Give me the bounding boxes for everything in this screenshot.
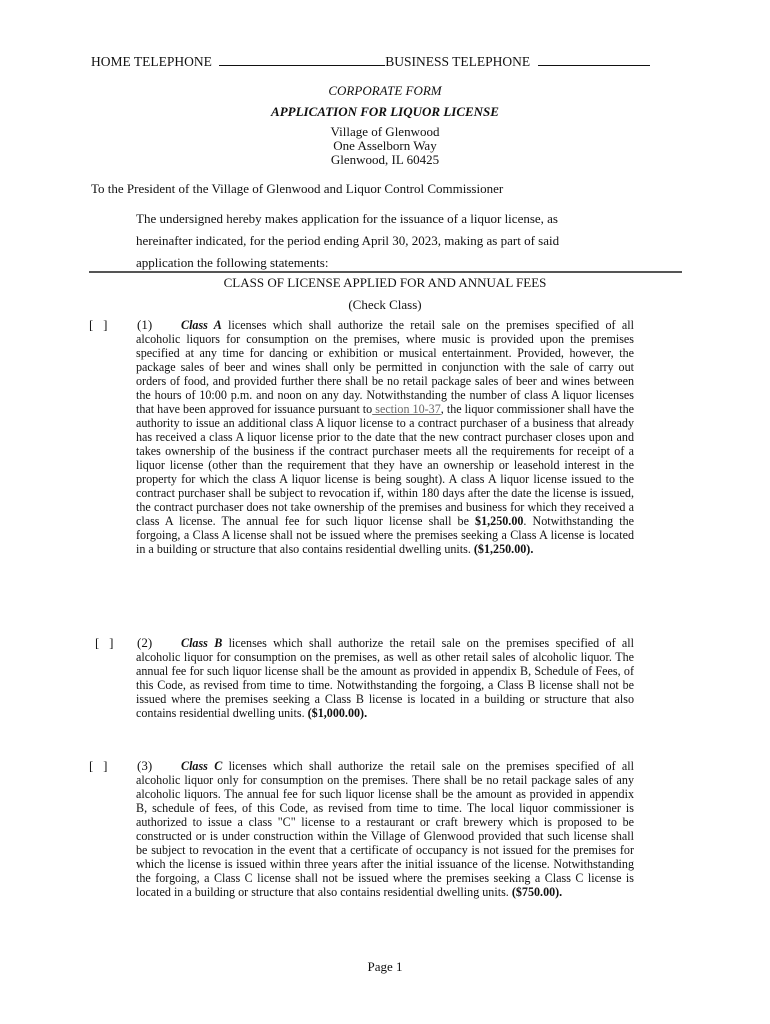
home-telephone-label: HOME TELEPHONE [91, 54, 212, 69]
class-a-number: (1) [137, 317, 153, 332]
class-a-name: Class A [181, 318, 222, 332]
section-heading: CLASS OF LICENSE APPLIED FOR AND ANNUAL FEES [223, 275, 547, 290]
home-telephone-field[interactable] [219, 54, 385, 66]
address-line: One Asselborn Way [333, 138, 437, 153]
class-c-checkbox[interactable]: [ ] [89, 758, 108, 773]
address-line: Village of Glenwood [330, 124, 440, 139]
class-b-text: licenses which shall authorize the retail sale on the premises specified of all alcoholic liquor for consumption on the premises, as well as other retail sales of alcoholic liquor. The annual fee for such liquor license shall be the amount as provided in appendix B, Schedule of Fees, of this Code, as revised from time to time. Notwithstanding the forgoing, a Class B license shall not be issued where the premises seeking a Class B license is located in a building or structure that also contains residential dwelling units. [136, 636, 634, 720]
class-a-text-end: . Notwithstanding the forgoing, a Class A license shall not be issued where the premises seeking a Class A license is located in a building or structure that also contains residential dwelling units. [136, 514, 634, 556]
telephone-line [91, 54, 650, 70]
class-b-fee: ($1,000.00). [307, 706, 368, 720]
class-a-text: licenses which shall authorize the retail sale on the premises specified of all alcoholic liquors for consumption on the premises, where music is provided upon the premises specified at any time for dancing or exhibition or musical entertainment. Provided, however, the package sales of beer and wines shall only be permitted in conjunction with the sale of carry out orders of food, and provided further there shall be no retail package sales of beer and wines between the hours of 10:00 p.m. and noon on any day. Notwithstanding the number of class A liquor licenses that have been approved for issuance pursuant to [136, 318, 634, 416]
class-b-number: (2) [137, 635, 153, 650]
class-a-checkbox[interactable]: [ ] [89, 317, 108, 332]
form-type: CORPORATE FORM [328, 83, 442, 98]
section-divider [89, 271, 682, 273]
class-b-description [136, 636, 634, 720]
form-title: APPLICATION FOR LIQUOR LICENSE [271, 104, 499, 119]
class-c-text: licenses which shall authorize the retail sale on the premises specified of all alcoholic liquor only for consumption on the premises. There shall be no retail package sales of any alcoholic liquors. The annual fee for such liquor license shall be the amount as provided in appendix B, schedule of fees, of this Code, as revised from time to time. The local liquor commissioner is authorized to issue a class "C" license to a restaurant or craft brewery which is proposed to be constructed or is under construction within the Village of Glenwood provided that such license shall be subject to revocation in the event that a certificate of occupancy is not issued for the premises for which the license is issued within three years after the initial issuance of the license. Notwithstanding the forgoing, a Class C license shall not be issued where the premises seeking a Class C license is located in a building or structure that also contains residential dwelling units. [136, 759, 634, 899]
section-10-37-link[interactable]: section 10-37 [372, 402, 441, 416]
intro-line: hereinafter indicated, for the period ending April 30, 2023, making as part of said [136, 233, 560, 248]
addressee: To the President of the Village of Glenwood and Liquor Control Commissioner [91, 181, 504, 196]
class-a-fee: ($1,250.00). [473, 542, 534, 556]
intro-line: The undersigned hereby makes application for the issuance of a liquor license, as [136, 211, 558, 226]
class-b-name: Class B [181, 636, 223, 650]
class-a-description [136, 318, 634, 556]
class-c-fee: ($750.00). [511, 885, 563, 899]
class-a-text-continued: , the liquor commissioner shall have the authority to issue an additional class A liquor license to a contract purchaser of a business that already has received a class A liquor license prior to the date that the new contract purchaser closes upon and takes ownership of the business if the contract purchaser meets all the requirements for receipt of a liquor license (other than the requirement that they have an ownership or leasehold interest in the property for which the class A liquor license is being sought). A class A liquor license issued to the contract purchaser shall be subject to revocation if, within 180 days after the date the license is issued, the contract purchaser does not take ownership of the premises and business for which they received a class A license. The annual fee for such liquor license shall be [136, 402, 634, 528]
business-telephone-field[interactable] [538, 54, 650, 66]
class-b-checkbox[interactable]: [ ] [95, 635, 114, 650]
class-c-number: (3) [137, 758, 153, 773]
business-telephone-label: BUSINESS TELEPHONE [385, 54, 531, 69]
intro-line: application the following statements: [136, 255, 329, 270]
page-number: Page 1 [367, 959, 403, 974]
address-line: Glenwood, IL 60425 [330, 152, 440, 167]
class-c-name: Class C [181, 759, 223, 773]
class-a-fee-inline: $1,250.00 [475, 514, 524, 528]
section-subheading: (Check Class) [348, 297, 422, 312]
address-block [0, 125, 770, 167]
intro-paragraph [136, 208, 656, 274]
class-c-description [136, 759, 634, 899]
